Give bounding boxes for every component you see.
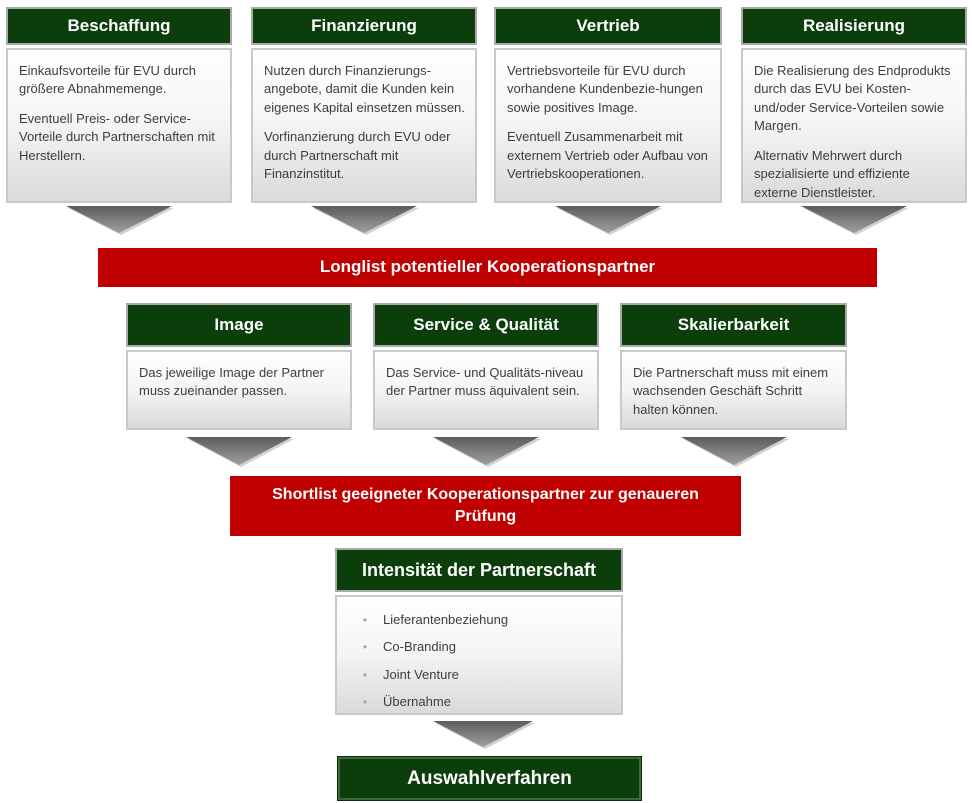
bullet-icon: • — [362, 613, 368, 627]
down-arrow-icon — [681, 437, 787, 465]
down-arrow-icon — [186, 437, 292, 465]
card-paragraph: Das jeweilige Image der Partner muss zueinander passen. — [139, 365, 324, 399]
bullet-icon: • — [362, 640, 368, 655]
list-item — [345, 638, 613, 656]
card-title-intensitaet: Intensität der Partnerschaft — [335, 548, 623, 592]
list-item — [345, 693, 613, 711]
card-body-image — [126, 350, 352, 430]
card-title-service-qualitaet: Service & Qualität — [373, 303, 599, 347]
down-arrow-shape — [801, 206, 907, 233]
card-body-realisierung — [741, 48, 967, 203]
card-paragraph: Das Service- und Qualitäts-niveau der Partner muss äquivalent sein. — [386, 365, 584, 399]
card-title-beschaffung: Beschaffung — [6, 7, 232, 45]
card-intensitaet — [335, 548, 623, 715]
card-title-image: Image — [126, 303, 352, 347]
down-arrow-shape — [433, 721, 533, 747]
down-arrow-shape — [681, 437, 787, 465]
down-arrow-shape — [555, 206, 661, 233]
list-item — [345, 611, 613, 629]
shortlist-banner — [230, 476, 741, 536]
card-service-qualitaet — [373, 303, 599, 430]
card-paragraph: Die Realisierung des Endprodukts durch das EVU bei Kosten- und/oder Service-Vorteilen sowie Margen. — [754, 63, 951, 134]
bullet-icon: • — [362, 695, 368, 710]
card-paragraph: Die Partnerschaft muss mit einem wachsenden Geschäft Schritt halten können. — [633, 365, 829, 417]
card-paragraph: Vertriebsvorteile für EVU durch vorhandene Kundenbezie-hungen sowie positives Image. — [507, 63, 703, 115]
card-body-beschaffung — [6, 48, 232, 203]
bullet-icon: • — [362, 667, 368, 682]
card-paragraph: Nutzen durch Finanzierungs-angebote, damit die Kunden kein eigenes Kapital einsetzen müssen. — [264, 63, 465, 115]
card-body-service-qualitaet — [373, 350, 599, 430]
down-arrow-icon — [311, 206, 417, 233]
down-arrow-shape — [311, 206, 417, 233]
card-title-vertrieb: Vertrieb — [494, 7, 722, 45]
card-body-finanzierung — [251, 48, 477, 203]
shortlist-banner-label: Shortlist geeigneter Kooperationspartner zur genaueren Prüfung — [272, 486, 699, 525]
card-paragraph: Eventuell Preis- oder Service-Vorteile durch Partnerschaften mit Herstellern. — [19, 110, 215, 163]
card-title-skalierbarkeit: Skalierbarkeit — [620, 303, 847, 347]
auswahlverfahren-box: Auswahlverfahren — [337, 756, 642, 801]
card-finanzierung — [251, 7, 477, 203]
card-skalierbarkeit — [620, 303, 847, 430]
card-realisierung — [741, 7, 967, 203]
down-arrow-shape — [186, 437, 292, 465]
card-beschaffung — [6, 7, 232, 203]
bullet-label: Co-Branding — [383, 639, 456, 655]
bullet-label: Lieferantenbeziehung — [383, 612, 509, 627]
down-arrow-icon — [433, 721, 533, 747]
down-arrow-icon — [801, 206, 907, 233]
down-arrow-shape — [433, 437, 539, 465]
card-body-intensitaet — [335, 595, 623, 715]
longlist-banner: Longlist potentieller Kooperationspartner — [98, 248, 877, 287]
down-arrow-icon — [433, 437, 539, 465]
bullet-label: Übernahme — [383, 694, 451, 710]
down-arrow-icon — [555, 206, 661, 233]
card-paragraph: Eventuell Zusammenarbeit mit externem Vertrieb oder Aufbau von Vertriebskooperationen. — [507, 129, 708, 182]
card-body-skalierbarkeit — [620, 350, 847, 430]
list-item — [345, 666, 613, 684]
card-title-finanzierung: Finanzierung — [251, 7, 477, 45]
down-arrow-shape — [66, 206, 172, 233]
card-image — [126, 303, 352, 430]
card-paragraph: Vorfinanzierung durch EVU oder durch Partnerschaft mit Finanzinstitut. — [264, 129, 451, 182]
card-title-realisierung: Realisierung — [741, 7, 967, 45]
bullet-label: Joint Venture — [383, 666, 459, 682]
card-body-vertrieb — [494, 48, 722, 203]
card-vertrieb — [494, 7, 722, 203]
card-paragraph: Einkaufsvorteile für EVU durch größere Abnahmemenge. — [19, 63, 197, 97]
down-arrow-icon — [66, 206, 172, 233]
card-paragraph: Alternativ Mehrwert durch spezialisierte und effiziente externe Dienstleister. — [754, 147, 910, 200]
